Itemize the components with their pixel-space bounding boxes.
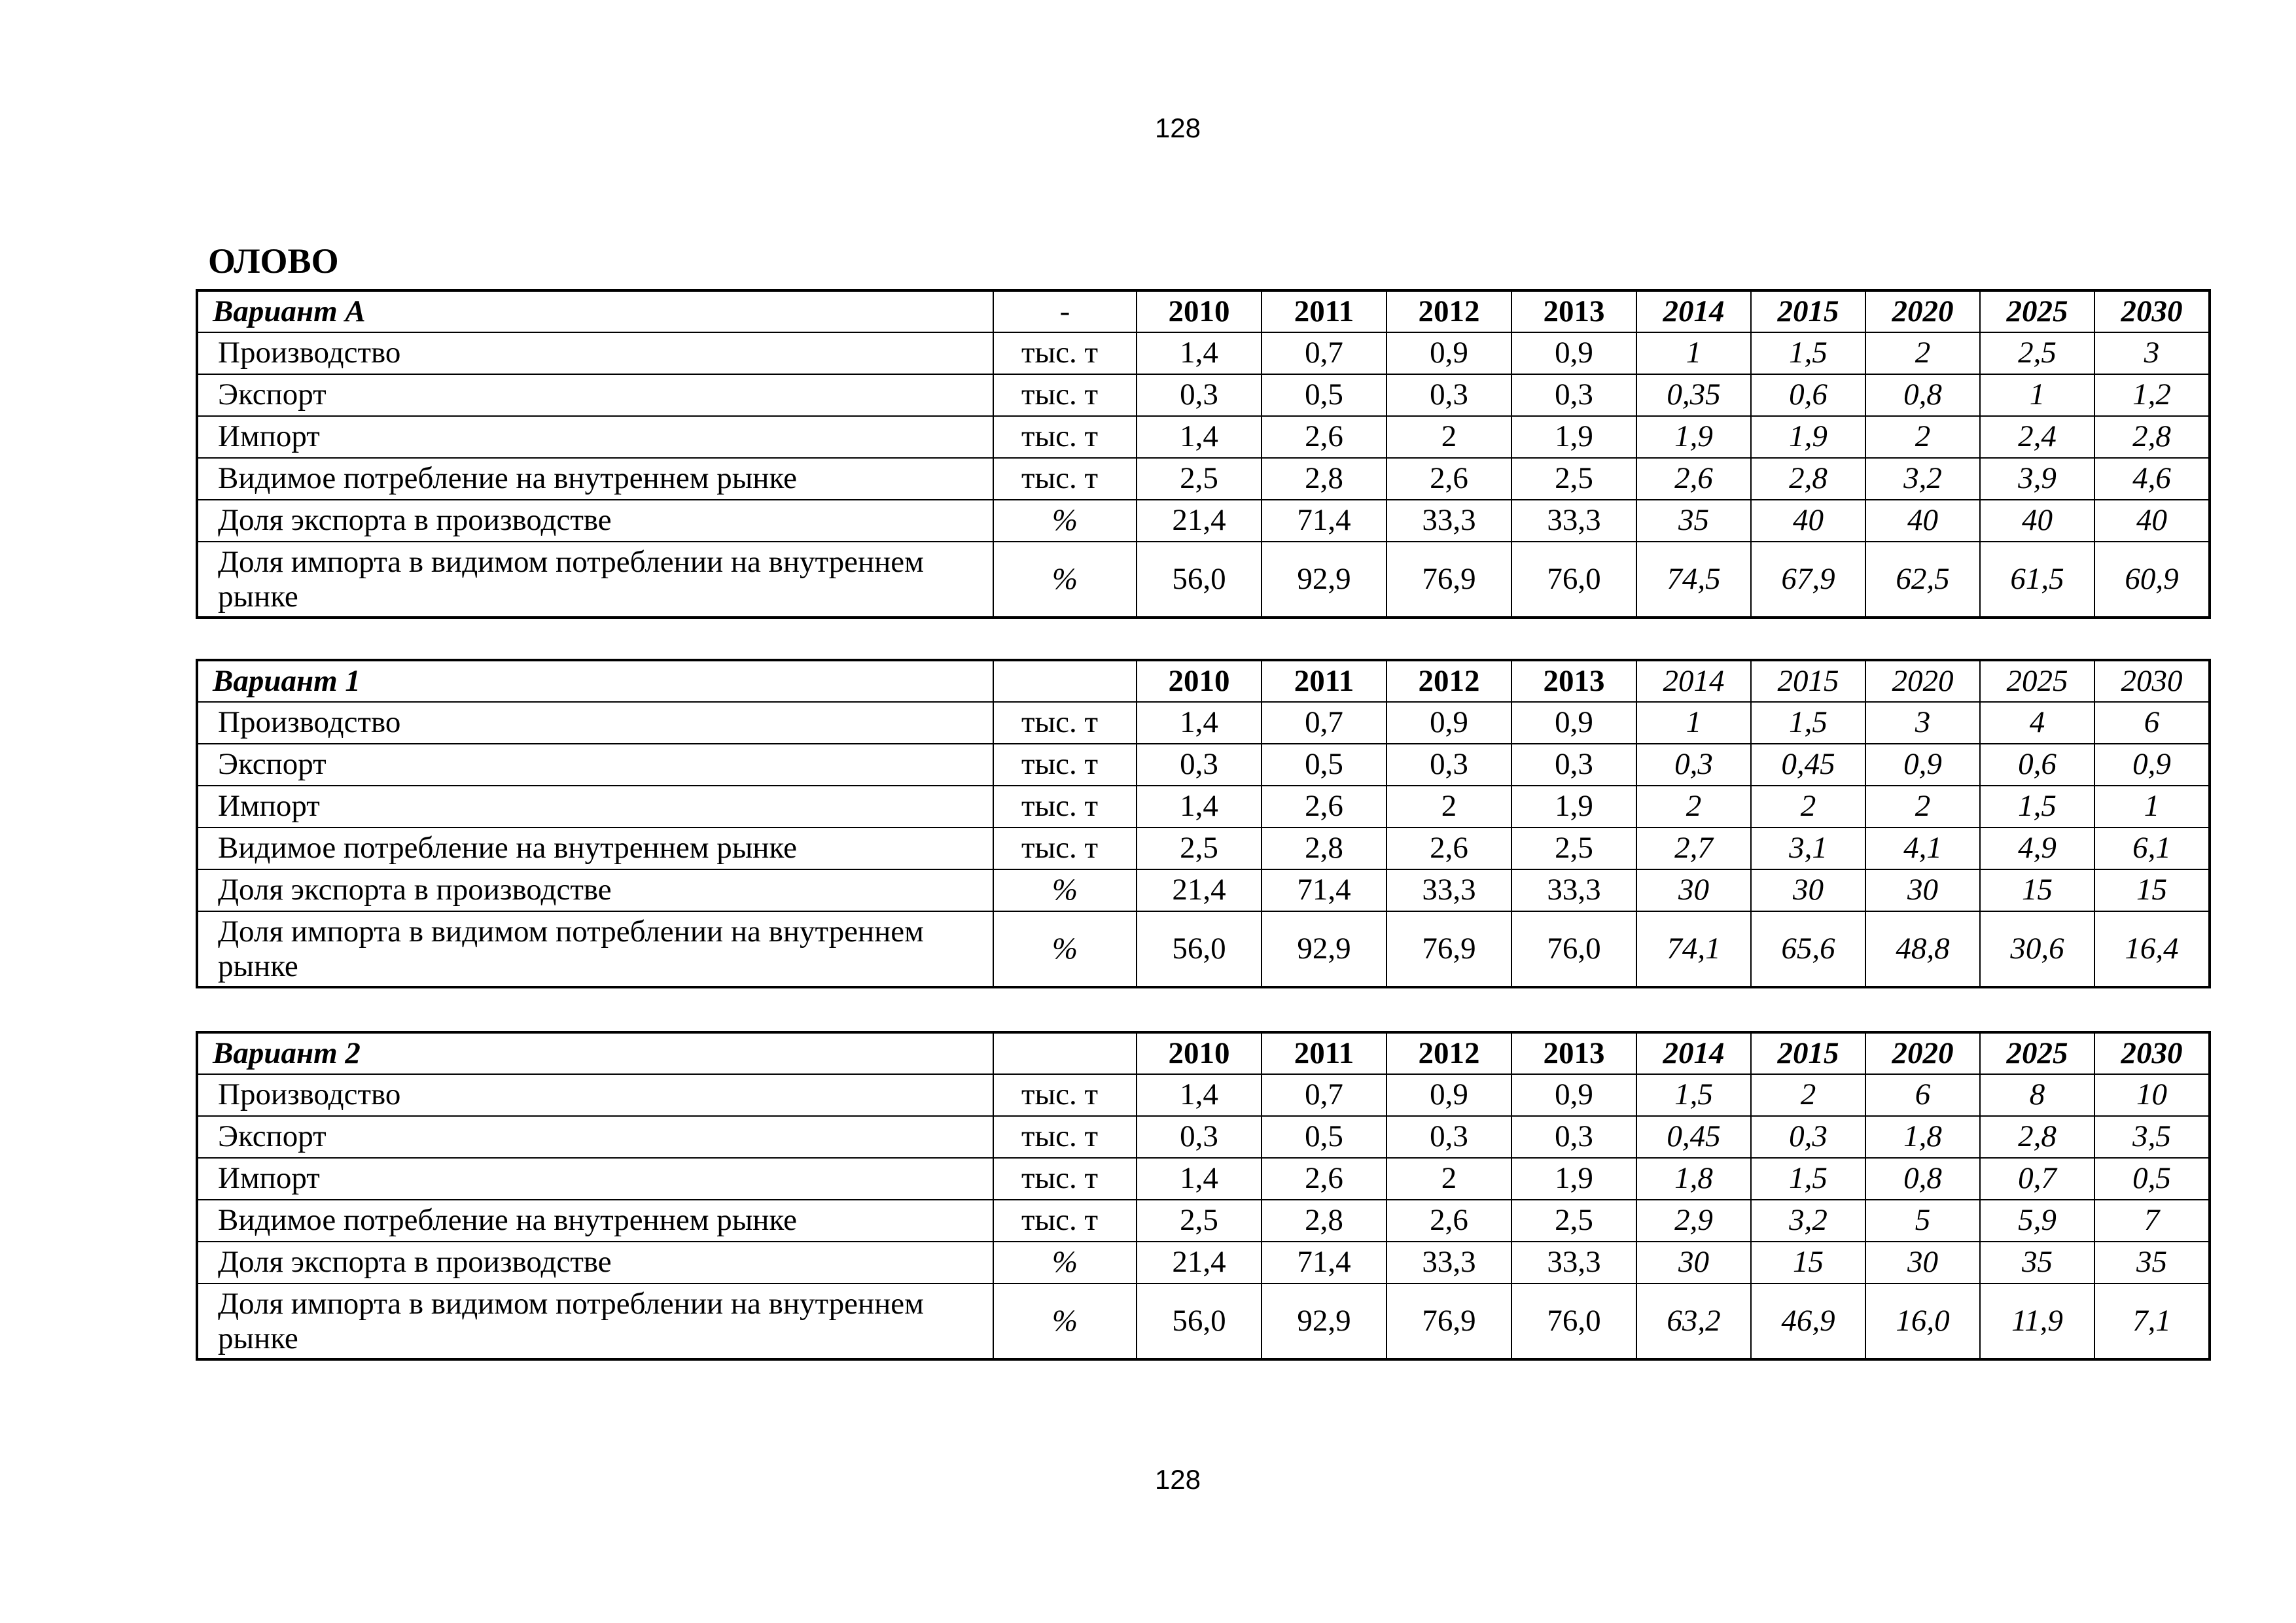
value-cell: 7 [2094,1200,2210,1242]
value-cell: 1,8 [1865,1116,1980,1158]
value-cell: 0,9 [1511,702,1636,744]
value-cell: 33,3 [1511,500,1636,542]
table-row [197,1283,2210,1359]
value-cell: 35 [2094,1242,2210,1283]
year-header: 2012 [1386,1032,1511,1074]
value-cell: 0,7 [1262,1074,1386,1116]
year-header: 2015 [1751,290,1865,332]
value-cell: 0,45 [1751,744,1865,786]
value-cell: 1 [1636,332,1751,374]
value-cell: 30 [1865,1242,1980,1283]
year-header: 2030 [2094,290,2210,332]
year-header: 2013 [1511,290,1636,332]
table-row [197,332,2210,374]
value-cell: 40 [1865,500,1980,542]
table-row [197,869,2210,911]
year-header: 2011 [1262,1032,1386,1074]
value-cell: 1,4 [1137,1074,1262,1116]
year-header: 2015 [1751,660,1865,702]
value-cell: 2,6 [1636,458,1751,500]
value-cell: 48,8 [1865,911,1980,987]
value-cell: 92,9 [1262,911,1386,987]
value-cell: 0,3 [1751,1116,1865,1158]
value-cell: 4 [1980,702,2094,744]
value-cell: 2,6 [1386,458,1511,500]
value-cell: 1,4 [1137,702,1262,744]
row-unit: тыс. т [993,1074,1137,1116]
value-cell: 7,1 [2094,1283,2210,1359]
year-header: 2012 [1386,290,1511,332]
value-cell: 2 [1751,786,1865,828]
table-row [197,542,2210,618]
value-cell: 15 [1751,1242,1865,1283]
value-cell: 2,5 [1511,458,1636,500]
year-header: 2010 [1137,660,1262,702]
row-label: Доля импорта в видимом потреблении на внутреннем рынке [197,911,993,987]
value-cell: 30 [1751,869,1865,911]
year-header: 2020 [1865,290,1980,332]
unit-header [993,1032,1137,1074]
value-cell: 71,4 [1262,500,1386,542]
value-cell: 1,5 [1751,332,1865,374]
value-cell: 2,8 [1980,1116,2094,1158]
year-header: 2011 [1262,290,1386,332]
value-cell: 4,1 [1865,828,1980,869]
year-header: 2014 [1636,1032,1751,1074]
table-row [197,828,2210,869]
value-cell: 71,4 [1262,1242,1386,1283]
row-unit: % [993,1283,1137,1359]
row-unit: % [993,542,1137,618]
year-header: 2020 [1865,1032,1980,1074]
row-unit: тыс. т [993,416,1137,458]
value-cell: 0,7 [1262,332,1386,374]
value-cell: 6 [2094,702,2210,744]
value-cell: 2 [1865,416,1980,458]
value-cell: 33,3 [1386,1242,1511,1283]
value-cell: 60,9 [2094,542,2210,618]
value-cell: 0,5 [1262,374,1386,416]
value-cell: 15 [1980,869,2094,911]
value-cell: 0,9 [1865,744,1980,786]
value-cell: 2,6 [1262,416,1386,458]
table-row [197,416,2210,458]
year-header: 2011 [1262,660,1386,702]
value-cell: 2,8 [1751,458,1865,500]
table-variant-1 [196,659,2211,988]
header-row [197,290,2210,332]
value-cell: 2,8 [2094,416,2210,458]
value-cell: 0,7 [1980,1158,2094,1200]
value-cell: 5 [1865,1200,1980,1242]
row-unit: % [993,869,1137,911]
value-cell: 1,5 [1751,1158,1865,1200]
value-cell: 3 [1865,702,1980,744]
table-row [197,744,2210,786]
row-unit: тыс. т [993,1116,1137,1158]
row-label: Производство [197,332,993,374]
value-cell: 74,5 [1636,542,1751,618]
value-cell: 2 [1386,1158,1511,1200]
value-cell: 1,4 [1137,1158,1262,1200]
value-cell: 56,0 [1137,542,1262,618]
value-cell: 4,6 [2094,458,2210,500]
value-cell: 0,45 [1636,1116,1751,1158]
value-cell: 0,3 [1137,744,1262,786]
value-cell: 11,9 [1980,1283,2094,1359]
value-cell: 2,5 [1137,1200,1262,1242]
value-cell: 1 [1636,702,1751,744]
value-cell: 0,6 [1980,744,2094,786]
row-unit: тыс. т [993,332,1137,374]
value-cell: 35 [1980,1242,2094,1283]
value-cell: 0,3 [1386,1116,1511,1158]
value-cell: 1,9 [1511,786,1636,828]
value-cell: 0,9 [1386,332,1511,374]
row-label: Экспорт [197,744,993,786]
value-cell: 74,1 [1636,911,1751,987]
row-label: Импорт [197,1158,993,1200]
value-cell: 92,9 [1262,542,1386,618]
value-cell: 0,3 [1511,374,1636,416]
value-cell: 0,5 [1262,1116,1386,1158]
value-cell: 76,9 [1386,911,1511,987]
variant-label: Вариант 1 [197,660,993,702]
value-cell: 2,8 [1262,1200,1386,1242]
value-cell: 0,3 [1137,374,1262,416]
value-cell: 1,2 [2094,374,2210,416]
row-unit: тыс. т [993,1200,1137,1242]
value-cell: 0,35 [1636,374,1751,416]
value-cell: 2,7 [1636,828,1751,869]
table-row [197,1116,2210,1158]
value-cell: 1 [1980,374,2094,416]
unit-header [993,660,1137,702]
value-cell: 0,8 [1865,1158,1980,1200]
value-cell: 2,6 [1386,1200,1511,1242]
value-cell: 0,3 [1386,744,1511,786]
value-cell: 2 [1865,786,1980,828]
value-cell: 0,3 [1636,744,1751,786]
row-unit: тыс. т [993,828,1137,869]
value-cell: 1,9 [1636,416,1751,458]
value-cell: 30,6 [1980,911,2094,987]
header-row [197,660,2210,702]
value-cell: 1,9 [1511,1158,1636,1200]
value-cell: 67,9 [1751,542,1865,618]
value-cell: 2 [1865,332,1980,374]
value-cell: 61,5 [1980,542,2094,618]
row-label: Доля импорта в видимом потреблении на внутреннем рынке [197,542,993,618]
value-cell: 0,3 [1511,744,1636,786]
value-cell: 62,5 [1865,542,1980,618]
value-cell: 8 [1980,1074,2094,1116]
row-unit: тыс. т [993,702,1137,744]
year-header: 2030 [2094,660,2210,702]
value-cell: 76,0 [1511,1283,1636,1359]
row-label: Экспорт [197,374,993,416]
value-cell: 0,9 [1386,702,1511,744]
value-cell: 33,3 [1511,1242,1636,1283]
value-cell: 76,9 [1386,1283,1511,1359]
row-unit: тыс. т [993,374,1137,416]
row-unit: тыс. т [993,458,1137,500]
row-label: Производство [197,1074,993,1116]
value-cell: 1,5 [1980,786,2094,828]
value-cell: 6,1 [2094,828,2210,869]
value-cell: 0,7 [1262,702,1386,744]
value-cell: 30 [1636,1242,1751,1283]
row-label: Производство [197,702,993,744]
table-row [197,1158,2210,1200]
table-row [197,500,2210,542]
value-cell: 0,3 [1137,1116,1262,1158]
table-row [197,458,2210,500]
row-label: Видимое потребление на внутреннем рынке [197,828,993,869]
value-cell: 33,3 [1386,500,1511,542]
row-label: Доля экспорта в производстве [197,500,993,542]
value-cell: 2,6 [1262,1158,1386,1200]
table-row [197,1074,2210,1116]
value-cell: 1 [2094,786,2210,828]
value-cell: 2,6 [1262,786,1386,828]
year-header: 2015 [1751,1032,1865,1074]
row-label: Импорт [197,786,993,828]
value-cell: 2,5 [1980,332,2094,374]
value-cell: 16,0 [1865,1283,1980,1359]
value-cell: 2,5 [1137,458,1262,500]
value-cell: 2,8 [1262,828,1386,869]
row-unit: тыс. т [993,744,1137,786]
row-unit: тыс. т [993,786,1137,828]
value-cell: 76,0 [1511,542,1636,618]
page-number-bottom: 128 [1154,1464,1201,1495]
value-cell: 3,2 [1865,458,1980,500]
table-row [197,911,2210,987]
row-label: Видимое потребление на внутреннем рынке [197,1200,993,1242]
value-cell: 1,9 [1751,416,1865,458]
value-cell: 2,5 [1511,828,1636,869]
value-cell: 1,4 [1137,416,1262,458]
year-header: 2025 [1980,1032,2094,1074]
table-row [197,702,2210,744]
value-cell: 10 [2094,1074,2210,1116]
value-cell: 21,4 [1137,1242,1262,1283]
table-row [197,786,2210,828]
value-cell: 1,5 [1751,702,1865,744]
value-cell: 21,4 [1137,869,1262,911]
value-cell: 33,3 [1511,869,1636,911]
value-cell: 0,8 [1865,374,1980,416]
value-cell: 3,2 [1751,1200,1865,1242]
value-cell: 40 [1751,500,1865,542]
value-cell: 2 [1751,1074,1865,1116]
variant-label: Вариант 2 [197,1032,993,1074]
value-cell: 1,9 [1511,416,1636,458]
value-cell: 0,9 [2094,744,2210,786]
value-cell: 6 [1865,1074,1980,1116]
value-cell: 46,9 [1751,1283,1865,1359]
row-unit: тыс. т [993,1158,1137,1200]
value-cell: 65,6 [1751,911,1865,987]
value-cell: 0,5 [1262,744,1386,786]
year-header: 2012 [1386,660,1511,702]
unit-header: - [993,290,1137,332]
value-cell: 2 [1386,786,1511,828]
year-header: 2013 [1511,1032,1636,1074]
table-row [197,1242,2210,1283]
row-label: Доля экспорта в производстве [197,1242,993,1283]
value-cell: 21,4 [1137,500,1262,542]
value-cell: 4,9 [1980,828,2094,869]
value-cell: 3 [2094,332,2210,374]
value-cell: 0,9 [1511,1074,1636,1116]
row-label: Доля импорта в видимом потреблении на внутреннем рынке [197,1283,993,1359]
variant-label: Вариант А [197,290,993,332]
value-cell: 0,5 [2094,1158,2210,1200]
value-cell: 1,4 [1137,786,1262,828]
value-cell: 76,9 [1386,542,1511,618]
page-title: ОЛОВО [208,241,339,281]
year-header: 2014 [1636,660,1751,702]
header-row [197,1032,2210,1074]
year-header: 2030 [2094,1032,2210,1074]
year-header: 2025 [1980,660,2094,702]
value-cell: 76,0 [1511,911,1636,987]
value-cell: 0,6 [1751,374,1865,416]
value-cell: 56,0 [1137,911,1262,987]
value-cell: 92,9 [1262,1283,1386,1359]
value-cell: 33,3 [1386,869,1511,911]
value-cell: 5,9 [1980,1200,2094,1242]
table-variant-2 [196,1031,2211,1361]
value-cell: 35 [1636,500,1751,542]
value-cell: 2,9 [1636,1200,1751,1242]
value-cell: 1,8 [1636,1158,1751,1200]
value-cell: 0,3 [1511,1116,1636,1158]
value-cell: 3,9 [1980,458,2094,500]
value-cell: 1,4 [1137,332,1262,374]
year-header: 2013 [1511,660,1636,702]
value-cell: 63,2 [1636,1283,1751,1359]
row-unit: % [993,1242,1137,1283]
row-unit: % [993,911,1137,987]
year-header: 2010 [1137,290,1262,332]
value-cell: 2,8 [1262,458,1386,500]
year-header: 2014 [1636,290,1751,332]
value-cell: 56,0 [1137,1283,1262,1359]
row-label: Доля экспорта в производстве [197,869,993,911]
row-label: Видимое потребление на внутреннем рынке [197,458,993,500]
value-cell: 16,4 [2094,911,2210,987]
year-header: 2025 [1980,290,2094,332]
value-cell: 0,3 [1386,374,1511,416]
value-cell: 3,1 [1751,828,1865,869]
value-cell: 40 [1980,500,2094,542]
year-header: 2010 [1137,1032,1262,1074]
value-cell: 2,5 [1137,828,1262,869]
table-row [197,374,2210,416]
value-cell: 2 [1386,416,1511,458]
row-label: Экспорт [197,1116,993,1158]
table-row [197,1200,2210,1242]
value-cell: 1,5 [1636,1074,1751,1116]
value-cell: 2,6 [1386,828,1511,869]
value-cell: 3,5 [2094,1116,2210,1158]
value-cell: 30 [1865,869,1980,911]
value-cell: 2,5 [1511,1200,1636,1242]
value-cell: 15 [2094,869,2210,911]
row-unit: % [993,500,1137,542]
row-label: Импорт [197,416,993,458]
page-number-top: 128 [1154,113,1201,143]
value-cell: 0,9 [1386,1074,1511,1116]
value-cell: 71,4 [1262,869,1386,911]
value-cell: 40 [2094,500,2210,542]
value-cell: 0,9 [1511,332,1636,374]
year-header: 2020 [1865,660,1980,702]
value-cell: 2 [1636,786,1751,828]
value-cell: 2,4 [1980,416,2094,458]
value-cell: 30 [1636,869,1751,911]
table-variant-a [196,289,2211,619]
